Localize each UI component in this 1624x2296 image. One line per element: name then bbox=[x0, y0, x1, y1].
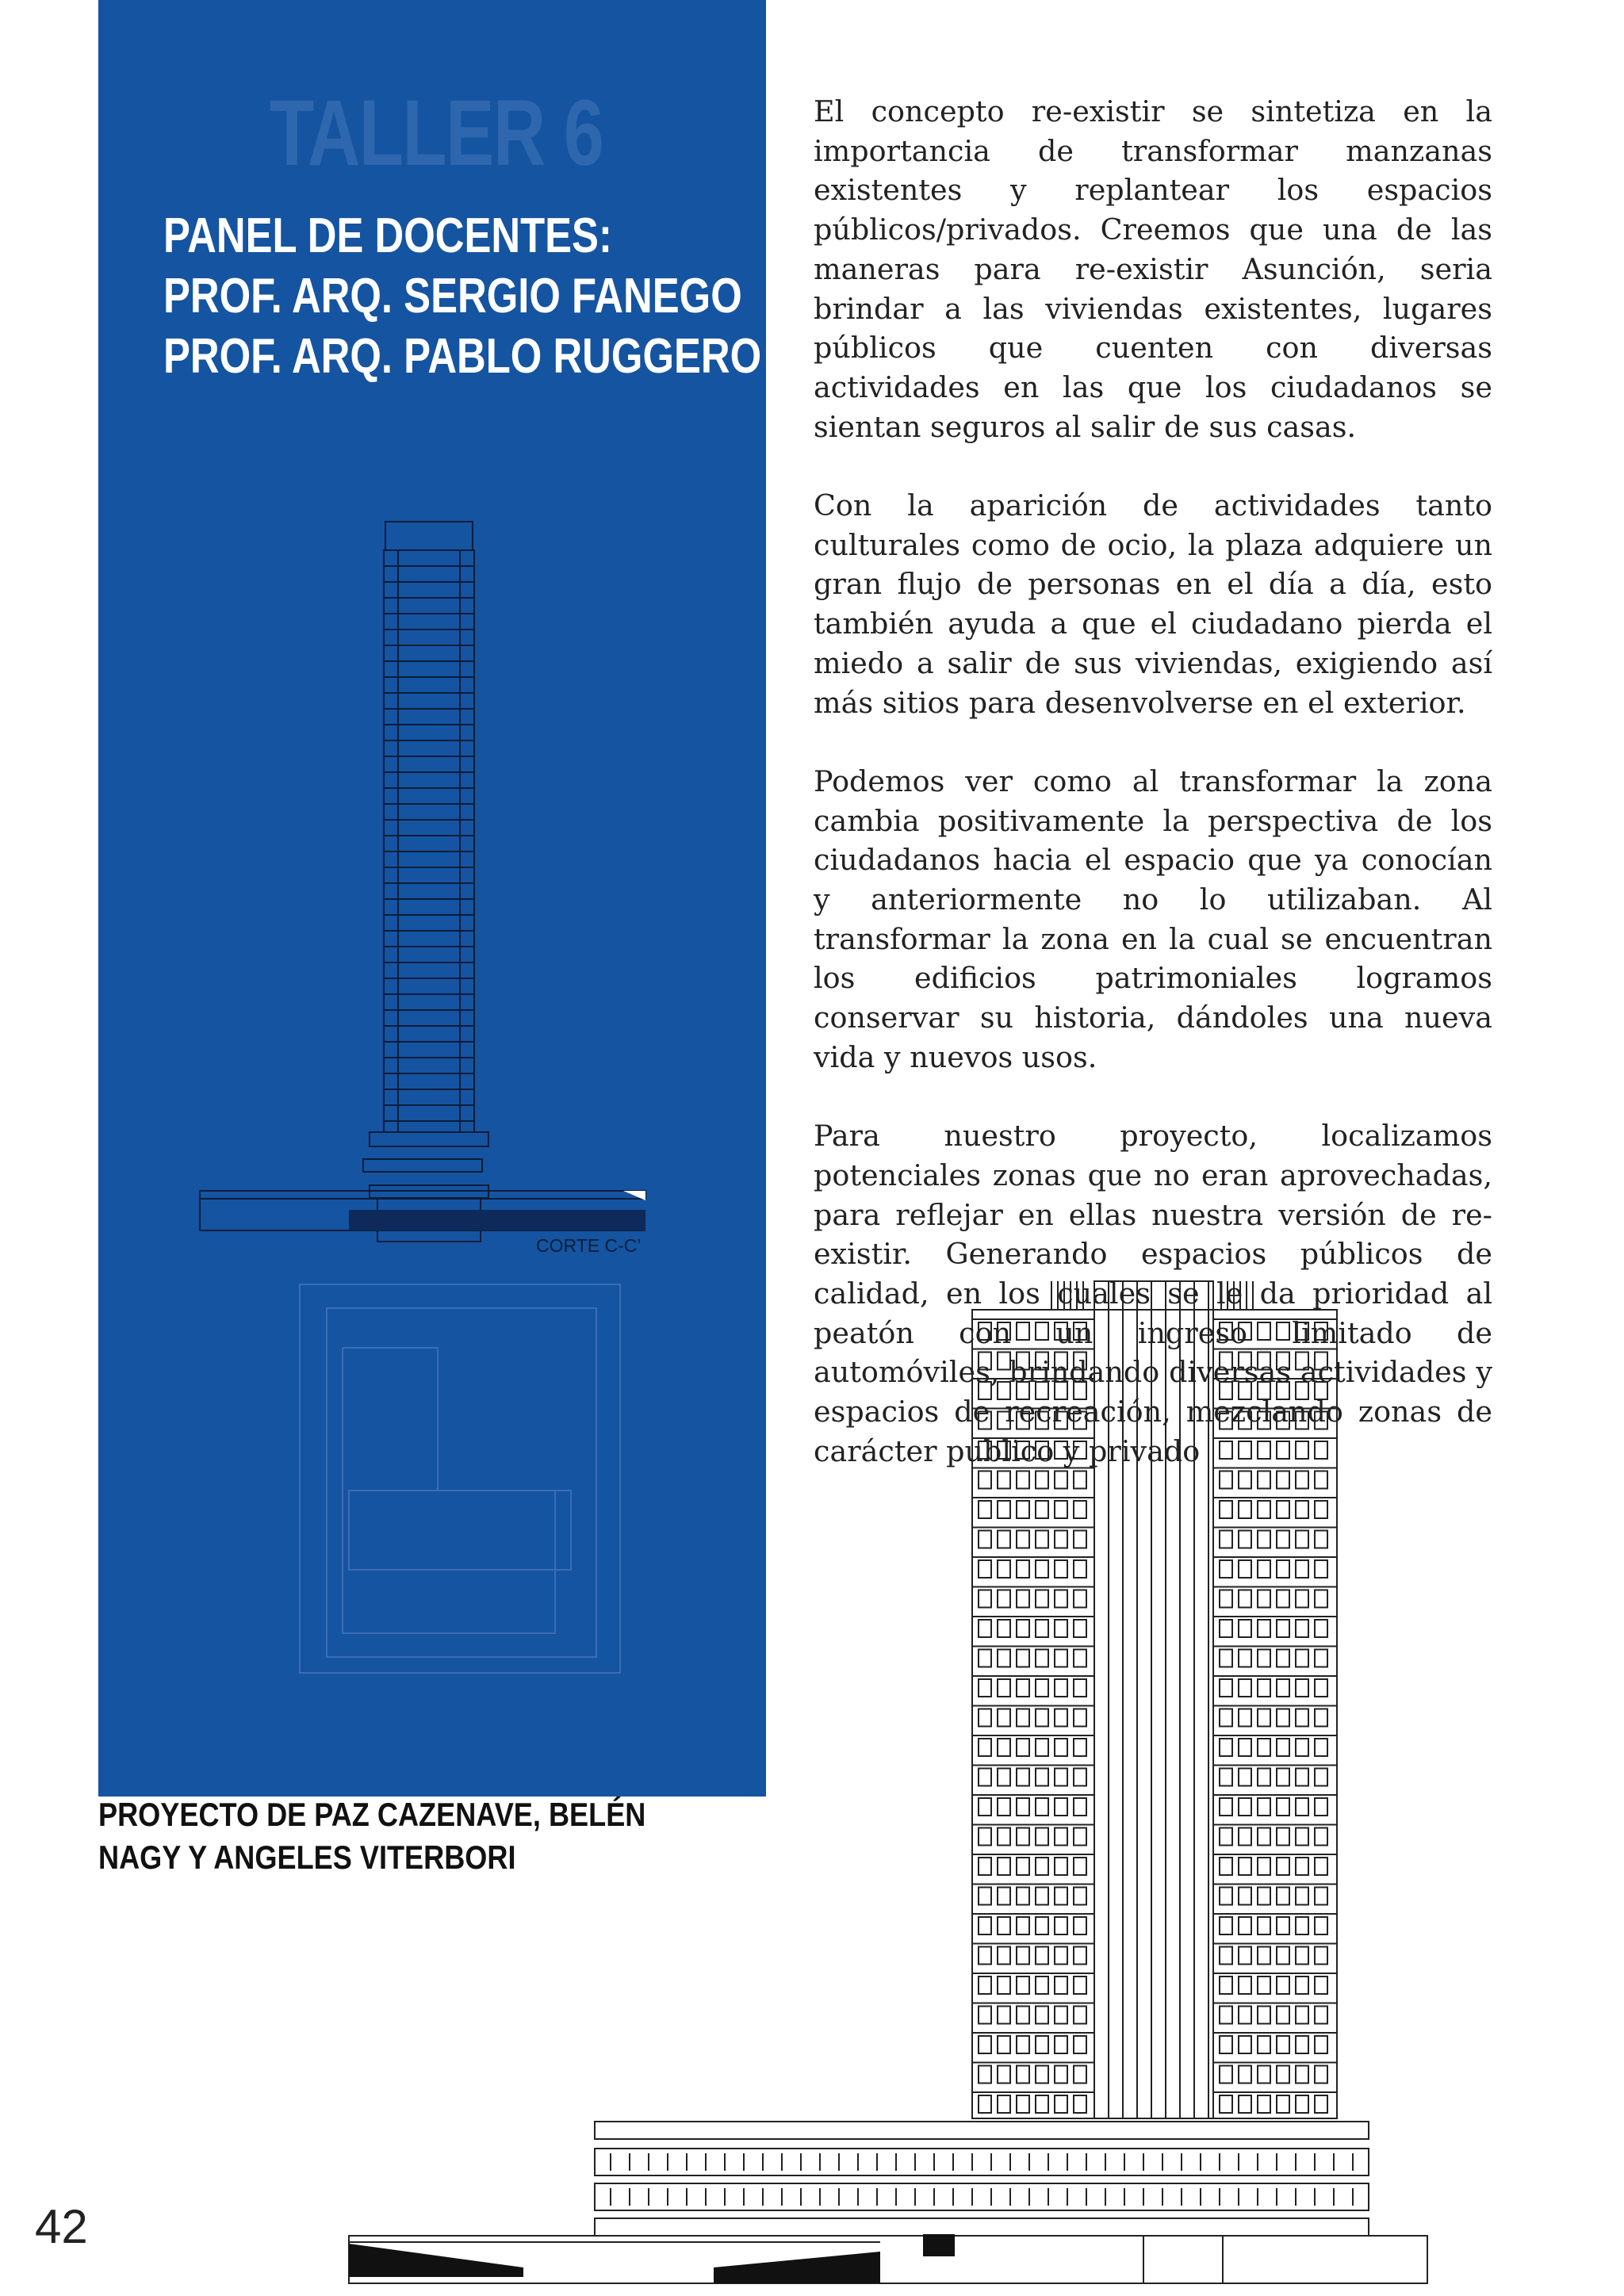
page-number: 42 bbox=[35, 2200, 88, 2253]
faculty-heading: PANEL DE DOCENTES: bbox=[163, 209, 612, 263]
paragraph: Podemos ver como al transformar la zona cambia positivamente la perspectiva de los ciudadanos hacia el espacio que ya conocían y anteriormente no lo utilizaban. Al transformar la zona en la cual se encuentran los edificios patrimoniales logramos conservar su historia, dándoles una nueva vida y nuevos usos. bbox=[814, 763, 1492, 1074]
section-label: CORTE C-C’ bbox=[536, 1235, 642, 1256]
faculty-member: PROF. ARQ. PABLO RUGGERO bbox=[163, 329, 762, 384]
faculty-panel bbox=[163, 206, 761, 387]
paragraph: Con la aparición de actividades tanto culturales como de ocio, la plaza adquiere un gran flujo de personas en el día a día, esto también ayuda a que el ciudadano pierda el miedo a salir de sus viviendas, exigiendo así más sitios para desenvolverse en el exterior. bbox=[814, 488, 1492, 720]
credits-line: PROYECTO DE PAZ CAZENAVE, BELÉN bbox=[98, 1796, 646, 1833]
elevation-drawing bbox=[341, 1261, 1443, 2296]
faculty-member: PROF. ARQ. SERGIO FANEGO bbox=[163, 269, 742, 323]
credits-line: NAGY Y ANGELES VITERBORI bbox=[98, 1839, 516, 1876]
paragraph: Para nuestro proyecto, localizamos potenciales zonas que no eran aprovechadas, para reflejar en ellas nuestra versión de re-existir. Generando espacios públicos de calidad, en los cuales se le da prioridad al peatón con un ingreso limitado de automóviles, brindando diversas actividades y espacios de recreación, mezclando zonas de carácter publico y privado bbox=[814, 1119, 1492, 1468]
paragraph: El concepto re-existir se sintetiza en la importancia de transformar manzanas existentes y replantear los espacios públicos/privados. Creemos que una de las maneras para re-existir Asunción, seria brindar a las viviendas existentes, lugares públicos que cuenten con diversas actividades en las que los ciudadanos se sientan seguros al salir de sus casas. bbox=[814, 94, 1492, 444]
tower-section bbox=[200, 522, 645, 1242]
workshop-title: TALLER 6 bbox=[270, 81, 603, 186]
